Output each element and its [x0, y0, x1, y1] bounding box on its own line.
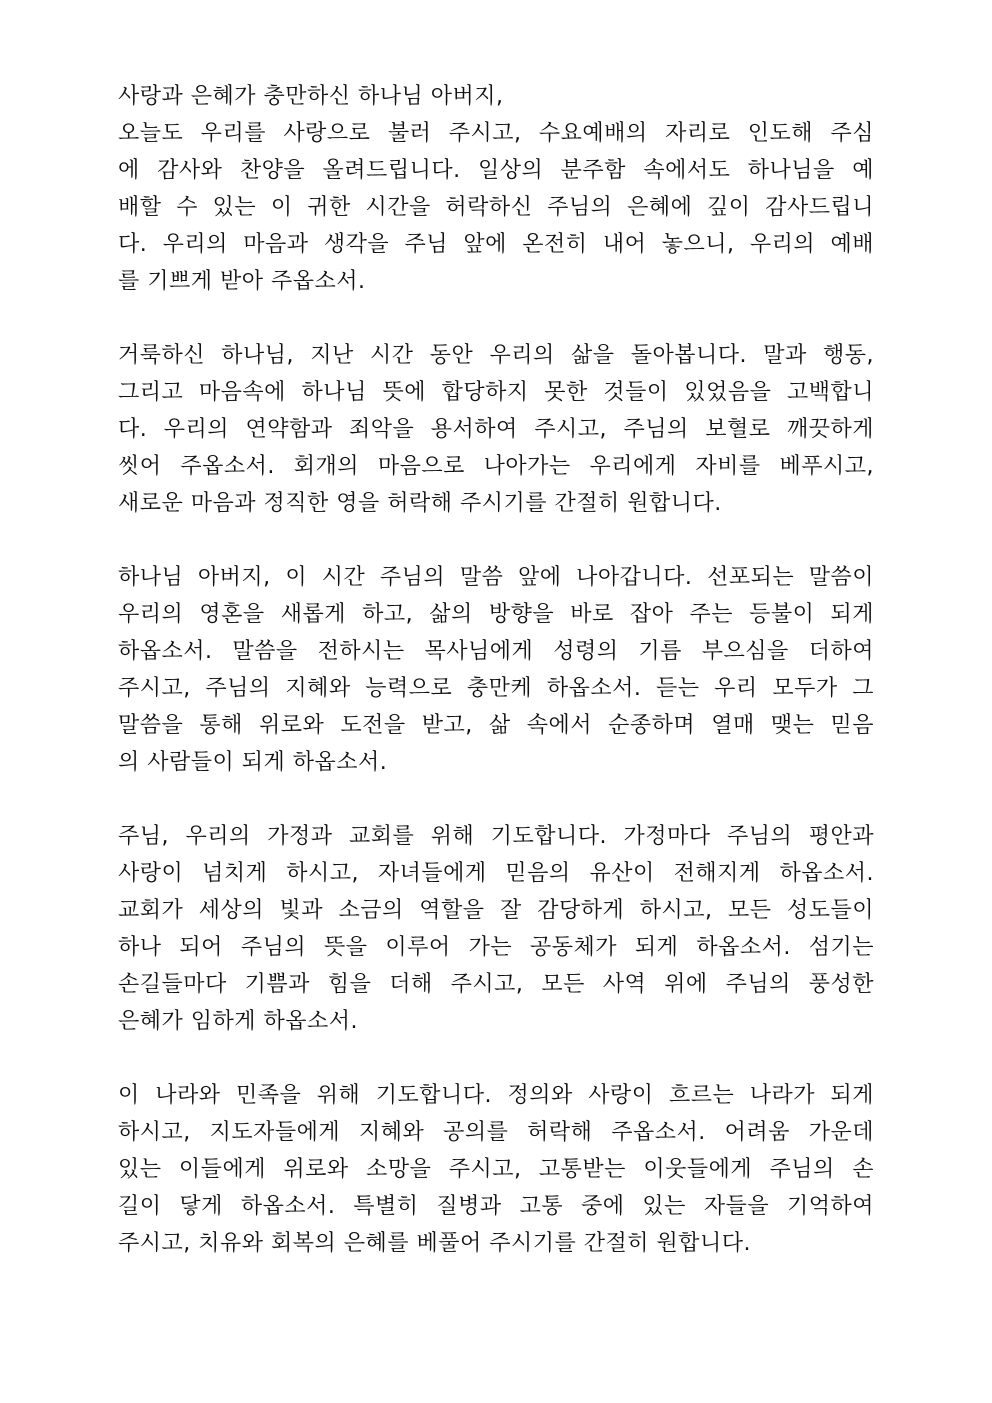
text-line: 주님, 우리의 가정과 교회를 위해 기도합니다. 가정마다 주님의 평안과	[118, 824, 874, 849]
text-line: 은혜가 임하게 하옵소서.	[118, 1009, 359, 1034]
paragraph-5	[118, 1077, 874, 1262]
text-line: 길이 닿게 하옵소서. 특별히 질병과 고통 중에 있는 자들을 기억하여	[118, 1194, 874, 1219]
text-line: 다. 우리의 마음과 생각을 주님 앞에 온전히 내어 놓으니, 우리의 예배	[118, 232, 874, 257]
text-line: 에 감사와 찬양을 올려드립니다. 일상의 분주함 속에서도 하나님을 예	[118, 158, 874, 183]
paragraph-3	[118, 559, 874, 781]
paragraph-2	[118, 337, 874, 522]
document-page	[118, 78, 874, 1299]
text-line: 다. 우리의 연약함과 죄악을 용서하여 주시고, 주님의 보혈로 깨끗하게	[118, 417, 874, 442]
paragraph-4	[118, 818, 874, 1040]
text-line: 손길들마다 기쁨과 힘을 더해 주시고, 모든 사역 위에 주님의 풍성한	[118, 972, 874, 997]
text-line: 있는 이들에게 위로와 소망을 주시고, 고통받는 이웃들에게 주님의 손	[118, 1157, 874, 1182]
text-line: 우리의 영혼을 새롭게 하고, 삶의 방향을 바로 잡아 주는 등불이 되게	[118, 602, 874, 627]
text-line: 씻어 주옵소서. 회개의 마음으로 나아가는 우리에게 자비를 베푸시고,	[118, 454, 874, 479]
text-line: 주시고, 주님의 지혜와 능력으로 충만케 하옵소서. 듣는 우리 모두가 그	[118, 676, 874, 701]
text-line: 하시고, 지도자들에게 지혜와 공의를 허락해 주옵소서. 어려움 가운데	[118, 1120, 874, 1145]
text-line: 이 나라와 민족을 위해 기도합니다. 정의와 사랑이 흐르는 나라가 되게	[118, 1083, 874, 1108]
paragraph-1	[118, 78, 874, 300]
text-line: 그리고 마음속에 하나님 뜻에 합당하지 못한 것들이 있었음을 고백합니	[118, 380, 874, 405]
text-line: 오늘도 우리를 사랑으로 불러 주시고, 수요예배의 자리로 인도해 주심	[118, 121, 874, 146]
text-line: 사랑과 은혜가 충만하신 하나님 아버지,	[118, 84, 504, 109]
text-line: 교회가 세상의 빛과 소금의 역할을 잘 감당하게 하시고, 모든 성도들이	[118, 898, 874, 923]
text-line: 배할 수 있는 이 귀한 시간을 허락하신 주님의 은혜에 깊이 감사드립니	[118, 195, 874, 220]
text-line: 하나 되어 주님의 뜻을 이루어 가는 공동체가 되게 하옵소서. 섬기는	[118, 935, 874, 960]
text-line: 말씀을 통해 위로와 도전을 받고, 삶 속에서 순종하며 열매 맺는 믿음	[118, 713, 874, 738]
text-line: 거룩하신 하나님, 지난 시간 동안 우리의 삶을 돌아봅니다. 말과 행동,	[118, 343, 874, 368]
text-line: 하나님 아버지, 이 시간 주님의 말씀 앞에 나아갑니다. 선포되는 말씀이	[118, 565, 874, 590]
text-line: 주시고, 치유와 회복의 은혜를 베풀어 주시기를 간절히 원합니다.	[118, 1231, 751, 1256]
text-line: 의 사람들이 되게 하옵소서.	[118, 750, 388, 775]
text-line: 새로운 마음과 정직한 영을 허락해 주시기를 간절히 원합니다.	[118, 491, 722, 516]
text-line: 하옵소서. 말씀을 전하시는 목사님에게 성령의 기름 부으심을 더하여	[118, 639, 874, 664]
text-line: 를 기쁘게 받아 주옵소서.	[118, 269, 366, 294]
text-line: 사랑이 넘치게 하시고, 자녀들에게 믿음의 유산이 전해지게 하옵소서.	[118, 861, 874, 886]
